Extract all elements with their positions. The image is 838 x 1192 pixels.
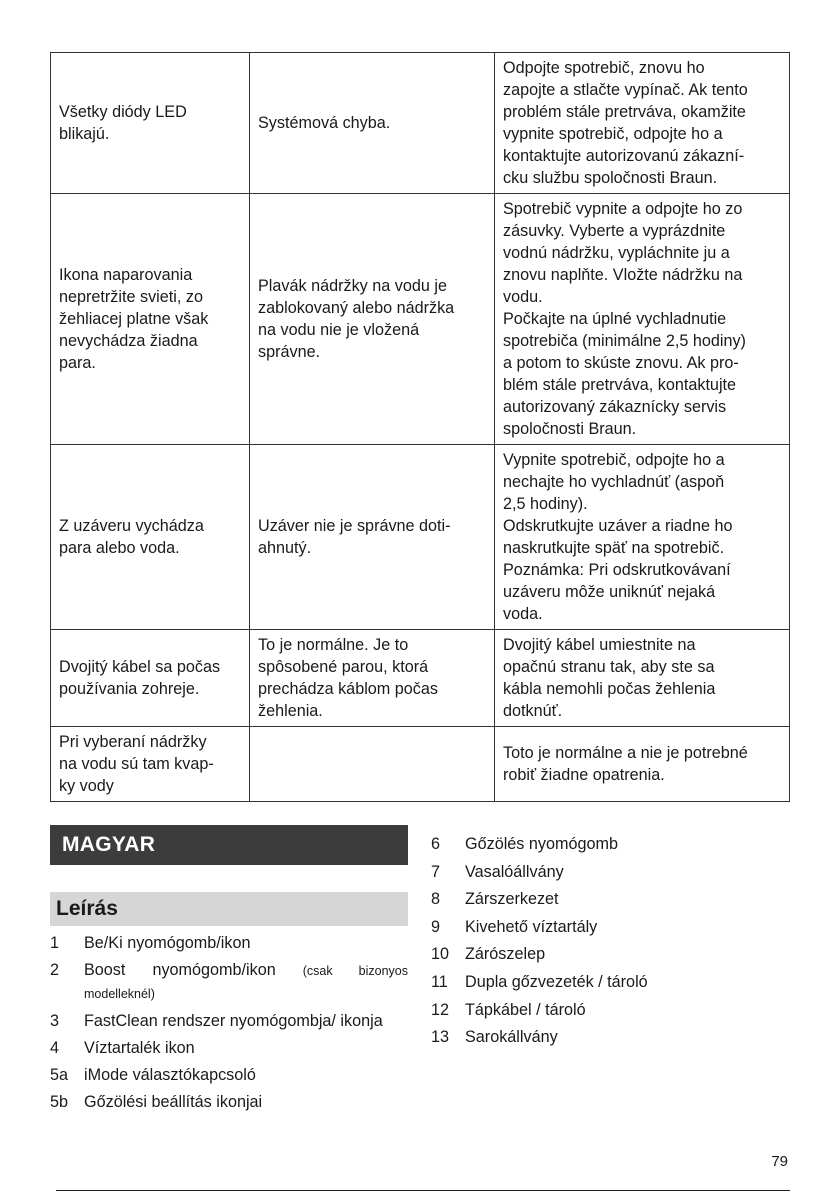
table-row bbox=[51, 53, 790, 194]
subsection-heading-leiras: Leírás bbox=[50, 892, 408, 926]
solution-cell: Spotrebič vypnite a odpojte ho zo zásuvky. Vyberte a vyprázdnite vodnú nádržku, vypláchnite ju a znovu naplňte. Vložte nádržku na vodu. Počkajte na úplné vychladnutie spotrebiča (minimálne 2,5 hodiny) a potom to skúste znovu. Ak pro- blém stále pretrváva, kontaktujte autorizovaný zákaznícky servis spoločnosti Braun. bbox=[495, 194, 790, 445]
item-number: 8 bbox=[431, 890, 441, 909]
list-item bbox=[431, 888, 791, 910]
list-item bbox=[50, 932, 408, 954]
item-number: 1 bbox=[50, 934, 60, 952]
cause-cell bbox=[250, 727, 495, 802]
list-item bbox=[431, 999, 791, 1021]
list-item bbox=[431, 1026, 791, 1048]
item-label: FastClean rendszer nyomógombja/ ikonja bbox=[84, 1012, 383, 1030]
item-number: 11 bbox=[431, 972, 448, 991]
solution-cell: Vypnite spotrebič, odpojte ho a nechajte ho vychladnúť (aspoň 2,5 hodiny). Odskrutkujte uzáver a riadne ho naskrutkujte späť na spotrebič. Poznámka: Pri odskrutkovávaní uzáveru môže uniknúť nejaká voda. bbox=[495, 445, 790, 630]
item-label: Dupla gőzvezeték / tároló bbox=[465, 972, 648, 991]
table-row bbox=[51, 630, 790, 727]
list-item bbox=[431, 916, 791, 938]
list-item bbox=[431, 971, 791, 993]
problem-cell: Dvojitý kábel sa počas používania zohreje. bbox=[51, 630, 250, 727]
cause-cell: To je normálne. Je to spôsobené parou, ktorá prechádza káblom počas žehlenia. bbox=[250, 630, 495, 727]
item-label: Tápkábel / tároló bbox=[465, 1000, 586, 1019]
footer-divider bbox=[56, 1190, 790, 1191]
item-label: Gőzölés nyomógomb bbox=[465, 835, 618, 853]
table-row bbox=[51, 727, 790, 802]
item-text bbox=[84, 932, 408, 954]
item-label: iMode választókapcsoló bbox=[84, 1066, 256, 1084]
item-text bbox=[84, 1010, 408, 1032]
item-label: Gőzölési beállítás ikonjai bbox=[84, 1093, 263, 1111]
troubleshooting-table bbox=[50, 52, 790, 802]
item-number: 9 bbox=[431, 917, 441, 936]
cause-cell: Plavák nádržky na vodu je zablokovaný alebo nádržka na vodu nie je vložená správne. bbox=[250, 194, 495, 445]
list-item bbox=[50, 1010, 408, 1032]
item-label: Be/Ki nyomógomb/ikon bbox=[84, 934, 251, 952]
cause-cell: Systémová chyba. bbox=[250, 53, 495, 194]
problem-cell: Pri vyberaní nádržky na vodu sú tam kvap- ky vody bbox=[51, 727, 250, 802]
list-item bbox=[431, 943, 791, 965]
item-text bbox=[84, 1037, 408, 1059]
list-item bbox=[50, 1064, 408, 1086]
problem-cell: Ikona naparovania nepretržite svieti, zo žehliacej platne však nevychádza žiadna para. bbox=[51, 194, 250, 445]
item-note: (csak bizonyos modelleknél) bbox=[84, 964, 408, 1001]
problem-cell: Všetky diódy LED blikajú. bbox=[51, 53, 250, 194]
table-row bbox=[51, 445, 790, 630]
list-item bbox=[431, 861, 791, 883]
page-number: 79 bbox=[771, 1153, 788, 1170]
solution-cell: Dvojitý kábel umiestnite na opačnú stranu tak, aby ste sa kábla nemohli počas žehlenia dotknúť. bbox=[495, 630, 790, 727]
item-text bbox=[84, 959, 408, 1005]
item-number: 2 bbox=[50, 961, 60, 979]
item-number: 3 bbox=[50, 1012, 60, 1030]
item-number: 5b bbox=[50, 1093, 69, 1111]
item-number: 4 bbox=[50, 1039, 60, 1057]
solution-cell: Odpojte spotrebič, znovu ho zapojte a stlačte vypínač. Ak tento problém stále pretrváva, okamžite vypnite spotrebič, odpojte ho a kontaktujte autorizovanú zákazní- cku službu spoločnosti Braun. bbox=[495, 53, 790, 194]
item-number: 13 bbox=[431, 1028, 450, 1047]
cause-cell: Uzáver nie je správne doti- ahnutý. bbox=[250, 445, 495, 630]
list-item bbox=[431, 833, 791, 855]
item-number: 10 bbox=[431, 945, 450, 964]
parts-list-right bbox=[431, 833, 791, 1054]
item-label: Zárszerkezet bbox=[465, 890, 559, 909]
problem-cell: Z uzáveru vychádza para alebo voda. bbox=[51, 445, 250, 630]
parts-list-left bbox=[50, 932, 408, 1118]
solution-cell: Toto je normálne a nie je potrebné robiť žiadne opatrenia. bbox=[495, 727, 790, 802]
list-item bbox=[50, 1091, 408, 1113]
list-item bbox=[50, 959, 408, 1005]
item-label: Kivehető víztartály bbox=[465, 917, 598, 936]
item-number: 7 bbox=[431, 862, 441, 881]
item-number: 5a bbox=[50, 1066, 69, 1084]
list-item bbox=[50, 1037, 408, 1059]
item-label: Boost nyomógomb/ikon bbox=[84, 961, 303, 979]
item-label: Víztartalék ikon bbox=[84, 1039, 195, 1057]
table-row bbox=[51, 194, 790, 445]
item-number: 6 bbox=[431, 835, 441, 853]
item-text bbox=[84, 1091, 408, 1113]
item-number: 12 bbox=[431, 1000, 450, 1019]
item-label: Sarokállvány bbox=[465, 1028, 558, 1047]
item-label: Zárószelep bbox=[465, 945, 546, 964]
item-label: Vasalóállvány bbox=[465, 862, 564, 881]
item-text bbox=[84, 1064, 408, 1086]
section-heading-magyar: MAGYAR bbox=[50, 825, 408, 865]
